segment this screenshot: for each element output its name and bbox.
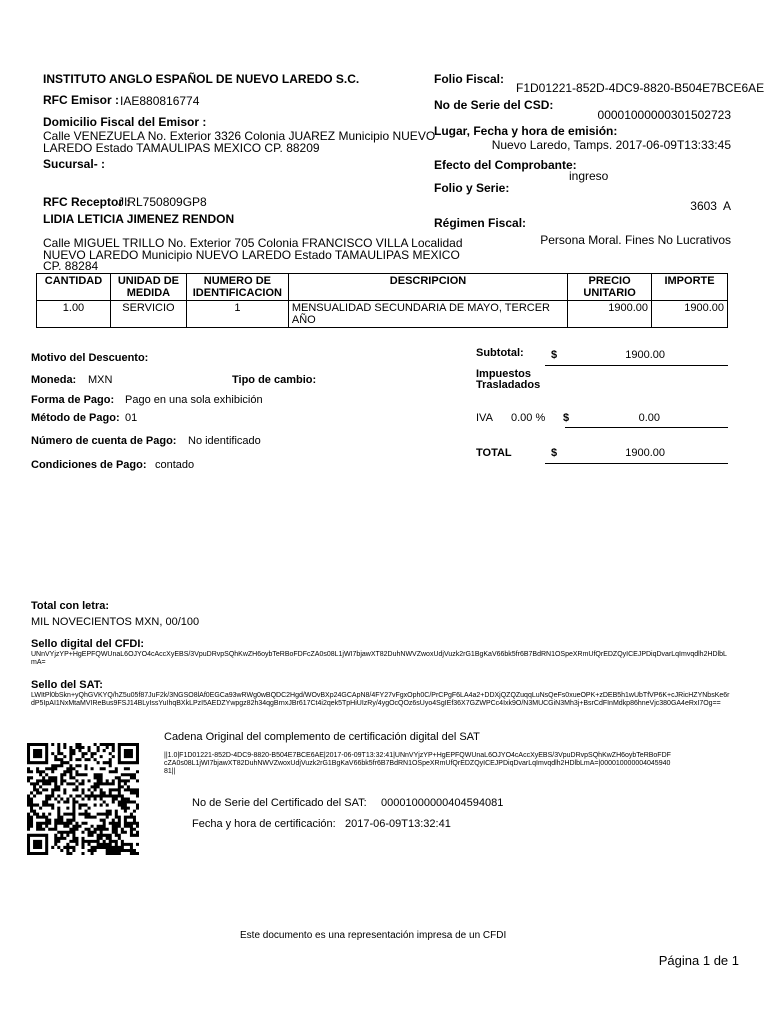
cell-numero: 1	[186, 301, 288, 328]
total-underline	[545, 463, 728, 464]
regimen-label: Régimen Fiscal:	[434, 216, 527, 230]
domicilio-emisor-line1: Calle VENEZUELA No. Exterior 3326 Colonia JUAREZ Municipio NUEVO	[43, 129, 436, 143]
condiciones-pago-value: contado	[155, 459, 195, 471]
folio-serie-label: Folio y Serie:	[434, 181, 510, 195]
column-header-descripcion: DESCRIPCION	[288, 274, 567, 301]
column-header-numero: NUMERO DE IDENTIFICACION	[186, 274, 288, 301]
forma-pago-label: Forma de Pago:	[31, 394, 115, 406]
cuenta-pago-value: No identificado	[188, 435, 261, 447]
cadena-original-label: Cadena Original del complemento de certificación digital del SAT	[164, 731, 480, 743]
page-number: Página 1 de 1	[658, 953, 739, 968]
column-header-unidad: UNIDAD DE MEDIDA	[110, 274, 186, 301]
sello-sat-value: LWItPl0bSkn+yQhGVKYQ/hZ5u05f87JuF2k/3NGSO8lAf0EGCa93wRWg0wBQDC2Hgd/WOvBXp24GCApN8/4FY27vFgxOph0C/PrCPgF6LA4a2+DDXjQZQZuqqLuNsQeFs0xueOPK+zDEB5h1wUbTfVP6K+cJRicHZYNbsKe6rdP5IpAI1NxMtaMVIReBus9FSJ14BLyIssYuIhqBXkLPzI5AEDZYwpgz82h34qgBrnxJBr617Ct4i2qek5TpHiUIzRy/4ygOcQOz6sUyo4SgIEf36X7GZWPCc4Ixk9O/N3MUCGiN3Mh3j+BsrCdFInMdkp86hneVjc380GA4eRxI7Og==	[31, 692, 730, 707]
lugar-fecha-value: Nuevo Laredo, Tamps. 2017-06-09T13:33:45	[491, 138, 731, 152]
total-currency: $	[551, 447, 558, 459]
domicilio-emisor-line2: LAREDO Estado TAMAULIPAS MEXICO CP. 88209	[43, 141, 320, 155]
receptor-name: LIDIA LETICIA JIMENEZ RENDON	[43, 212, 235, 226]
serie-csd-value: 00001000000301502723	[597, 108, 731, 122]
table-row	[37, 301, 728, 328]
folio-fiscal-value: F1D01221-852D-4DC9-8820-B504E7BCE6AE	[516, 81, 765, 95]
efecto-value: ingreso	[569, 169, 609, 183]
serie-csd-label: No de Serie del CSD:	[434, 98, 554, 112]
table-header-row	[37, 274, 728, 301]
moneda-label: Moneda:	[31, 374, 77, 386]
rfc-receptor-label: RFC Receptor :	[43, 195, 131, 209]
sello-cfdi-value: UNnVYjzYP+HgEPFQWUnaL6OJYO4cAccXyEBS/3VpuDRvpSQhKwZH6oybTeRBoFDFcZA0s08L1jWI7bjawXT82DuhNWVZwoxUdjVuzk2rG1BgKaV66bk5fr6B7BdRN1OSpeXRmUfQrEDZQyICEJPDiqDvarLqImvqdlh2HDlbLmA=	[31, 651, 727, 666]
cell-descripcion: MENSUALIDAD SECUNDARIA DE MAYO, TERCER AÑO	[288, 301, 567, 328]
cuenta-pago-label: Número de cuenta de Pago:	[31, 435, 177, 447]
impuestos-label-line2: Trasladados	[476, 379, 541, 391]
cell-importe: 1900.00	[652, 301, 728, 328]
serie-certificado-sat-value: 00001000000404594081	[381, 797, 504, 809]
regimen-value: Persona Moral. Fines No Lucrativos	[540, 233, 731, 247]
column-header-precio: PRECIO UNITARIO	[568, 274, 652, 301]
domicilio-receptor-line2: NUEVO LAREDO Municipio NUEVO LAREDO Estado TAMAULIPAS MEXICO	[43, 248, 460, 262]
domicilio-emisor-label: Domicilio Fiscal del Emisor :	[43, 115, 207, 129]
cadena-original-value: ||1.0|F1D01221-852D-4DC9-8820-B504E7BCE6AE|2017-06-09T13:32:41|UNnVYjzYP+HgEPFQWUnaL6OJYO4cAccXyEBS/3VpuDRvpSQhKwZH6oybTeRBoFDFcZA0s08L1jWI7bjawXT82DuhNWVZwoxUdjVuzk2rG1BgKaV66bk5fr6B7BdRN1OSpeXRmUfQrEDZQyICEJPDiqDvarLqImvqdlh2HDlbLmA=|00001000000404594081||	[164, 752, 671, 775]
total-value: 1900.00	[625, 447, 665, 459]
column-header-importe: IMPORTE	[652, 274, 728, 301]
rfc-emisor-value: IAE880816774	[120, 94, 200, 108]
cell-precio: 1900.00	[568, 301, 652, 328]
total-letra-value: MIL NOVECIENTOS MXN, 00/100	[31, 616, 200, 628]
sello-sat-label: Sello del SAT:	[31, 679, 103, 691]
iva-label: IVA	[476, 412, 493, 424]
column-header-cantidad: CANTIDAD	[37, 274, 111, 301]
emisor-name: INSTITUTO ANGLO ESPAÑOL DE NUEVO LAREDO S.C.	[43, 72, 360, 86]
subtotal-currency: $	[551, 349, 558, 361]
subtotal-value: 1900.00	[625, 349, 665, 361]
cell-cantidad: 1.00	[37, 301, 111, 328]
cell-unidad: SERVICIO	[110, 301, 186, 328]
total-label: TOTAL	[476, 447, 512, 459]
iva-underline	[565, 427, 728, 428]
subtotal-label: Subtotal:	[476, 347, 524, 359]
subtotal-underline	[545, 365, 728, 366]
iva-rate: 0.00 %	[511, 412, 546, 424]
qr-code-icon	[27, 743, 139, 855]
impuestos-label-line1: Impuestos	[476, 368, 532, 380]
forma-pago-value: Pago en una sola exhibición	[125, 394, 263, 406]
domicilio-receptor-line3: CP. 88284	[43, 259, 99, 273]
footer-note: Este documento es una representación impresa de un CFDI	[240, 930, 507, 941]
efecto-label: Efecto del Comprobante:	[434, 158, 577, 172]
total-letra-label: Total con letra:	[31, 600, 110, 612]
folio-fiscal-label: Folio Fiscal:	[434, 72, 505, 86]
moneda-value: MXN	[88, 374, 113, 386]
lugar-fecha-label: Lugar, Fecha y hora de emisión:	[434, 124, 618, 138]
metodo-pago-value: 01	[125, 412, 138, 424]
sucursal-label: Sucursal- :	[43, 157, 106, 171]
tipo-cambio-label: Tipo de cambio:	[232, 374, 317, 386]
rfc-emisor-label: RFC Emisor :	[43, 93, 120, 107]
sello-cfdi-label: Sello digital del CFDI:	[31, 638, 145, 650]
motivo-descuento-label: Motivo del Descuento:	[31, 352, 149, 364]
fecha-certificacion-label: Fecha y hora de certificación:	[192, 818, 336, 830]
iva-value: 0.00	[638, 412, 660, 424]
items-table	[36, 273, 728, 328]
qr-modules	[27, 743, 139, 855]
domicilio-receptor-line1: Calle MIGUEL TRILLO No. Exterior 705 Colonia FRANCISCO VILLA Localidad	[43, 236, 463, 250]
fecha-certificacion-value: 2017-06-09T13:32:41	[345, 818, 451, 830]
serie-certificado-sat-label: No de Serie del Certificado del SAT:	[192, 797, 367, 809]
rfc-receptor-value: JIRL750809GP8	[118, 195, 207, 209]
condiciones-pago-label: Condiciones de Pago:	[31, 459, 147, 471]
metodo-pago-label: Método de Pago:	[31, 412, 120, 424]
folio-serie-value: 3603 A	[690, 199, 731, 213]
iva-currency: $	[563, 412, 570, 424]
